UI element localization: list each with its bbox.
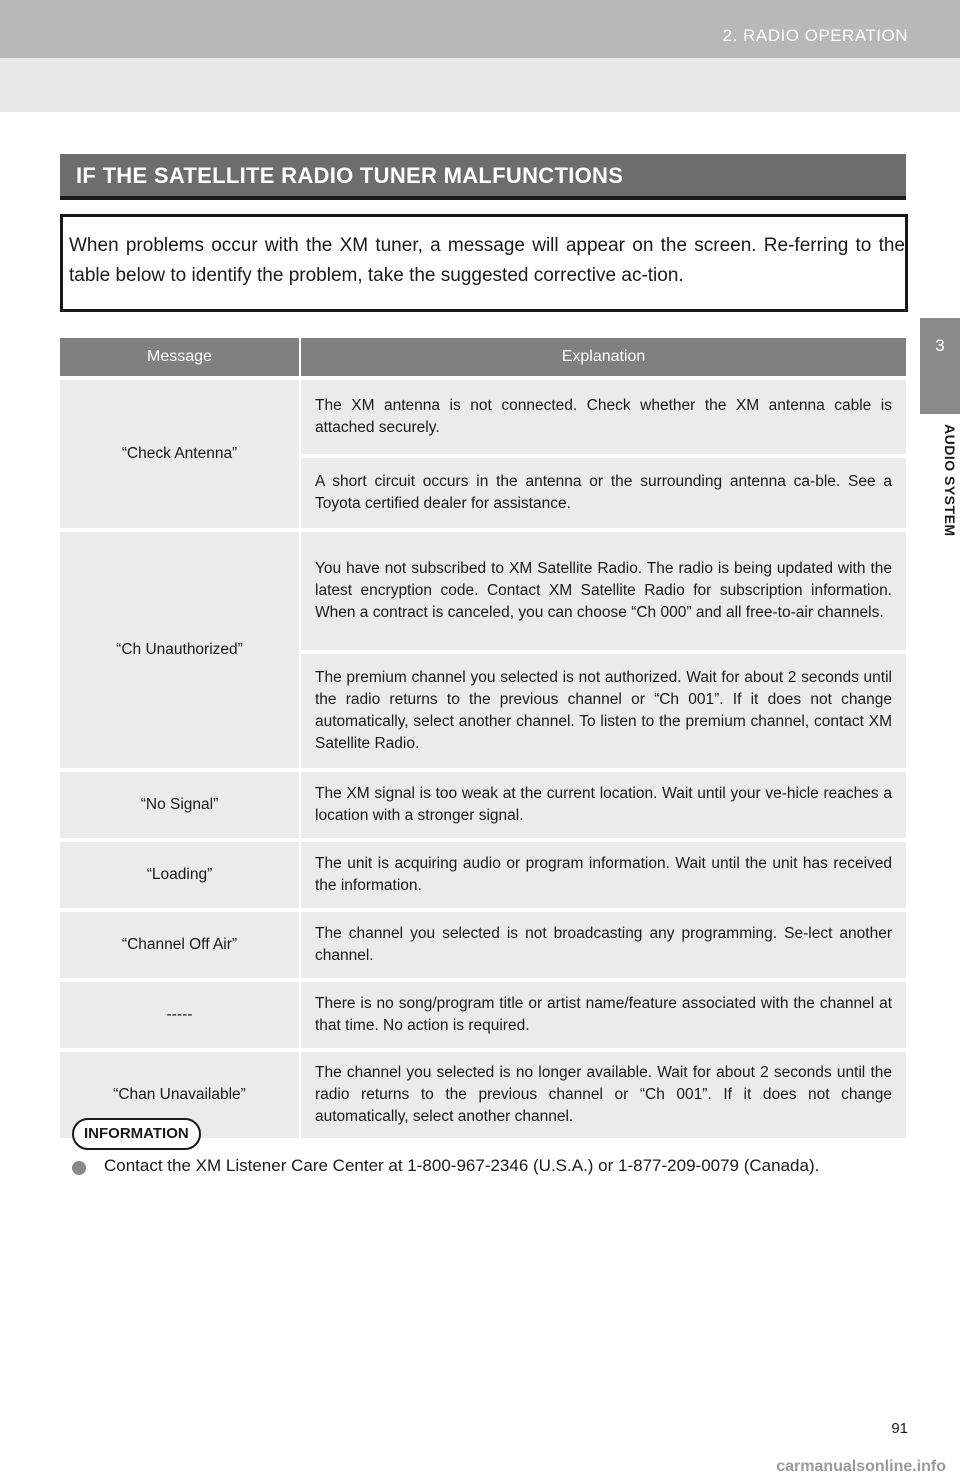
messages-table: [60, 338, 906, 1138]
table-row: [60, 378, 906, 456]
message-cell: “Ch Unauthorized”: [60, 530, 300, 770]
header-subband: [0, 58, 960, 112]
chapter-number: 3: [935, 336, 945, 355]
message-cell: -----: [60, 980, 300, 1050]
section-header: 2. RADIO OPERATION: [722, 26, 908, 45]
message-cell: “No Signal”: [60, 770, 300, 840]
explanation-cell: The channel you selected is no longer available. Wait for about 2 seconds until the radio returns to the previous channel or “Ch 001”. If it does not change automatically, select another channel.: [300, 1050, 906, 1138]
information-text: Contact the XM Listener Care Center at 1-800-967-2346 (U.S.A.) or 1-877-209-0079 (Canada).: [104, 1156, 820, 1175]
table-row: [60, 840, 906, 910]
message-cell: “Channel Off Air”: [60, 910, 300, 980]
section-title: IF THE SATELLITE RADIO TUNER MALFUNCTIONS: [76, 163, 624, 188]
bullet-icon: [72, 1161, 86, 1175]
explanation-cell: You have not subscribed to XM Satellite Radio. The radio is being updated with the latest encryption code. Contact XM Satellite Radio for subscription information. When a contract is canceled, you can choose “Ch 000” and all free-to-air channels.: [300, 530, 906, 652]
table-row: [60, 980, 906, 1050]
intro-text: When problems occur with the XM tuner, a message will appear on the screen. Re-ferring to the table below to identify the problem, take the suggested corrective ac-tion.: [69, 235, 905, 286]
intro-box: [60, 214, 908, 312]
message-cell: “Check Antenna”: [60, 378, 300, 530]
column-header-explanation: Explanation: [300, 338, 906, 378]
explanation-cell: The premium channel you selected is not authorized. Wait for about 2 seconds until the radio returns to the previous channel or “Ch 001”. If it does not change automatically, select another channel. To listen to the premium channel, contact XM Satellite Radio.: [300, 652, 906, 770]
column-header-message: Message: [60, 338, 300, 378]
watermark: carmanualsonline.info: [776, 1458, 946, 1475]
chapter-tab: [920, 318, 960, 414]
chapter-label: AUDIO SYSTEM: [942, 424, 958, 537]
message-cell: “Chan Unavailable”: [60, 1050, 300, 1138]
information-label: INFORMATION: [72, 1118, 201, 1150]
table-row: [60, 770, 906, 840]
message-cell: “Loading”: [60, 840, 300, 910]
table-row: [60, 530, 906, 652]
explanation-cell: The unit is acquiring audio or program information. Wait until the unit has received the information.: [300, 840, 906, 910]
explanation-cell: The XM signal is too weak at the current location. Wait until your ve-hicle reaches a location with a stronger signal.: [300, 770, 906, 840]
explanation-cell: The XM antenna is not connected. Check whether the XM antenna cable is attached securely.: [300, 378, 906, 456]
section-title-bar: [60, 154, 906, 196]
table-row: [60, 910, 906, 980]
explanation-cell: A short circuit occurs in the antenna or the surrounding antenna ca-ble. See a Toyota certified dealer for assistance.: [300, 456, 906, 530]
explanation-cell: There is no song/program title or artist name/feature associated with the channel at that time. No action is required.: [300, 980, 906, 1050]
page-number: 91: [891, 1420, 908, 1437]
explanation-cell: The channel you selected is not broadcasting any programming. Se-lect another channel.: [300, 910, 906, 980]
